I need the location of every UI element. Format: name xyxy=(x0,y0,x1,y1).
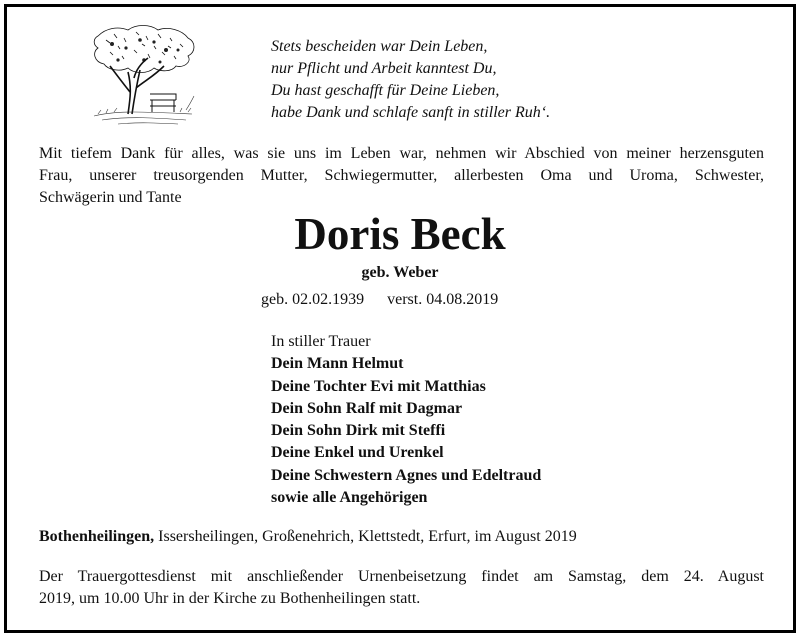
mourner-entry: sowie alle Angehörigen xyxy=(271,489,428,507)
mourner-entry: Dein Mann Helmut xyxy=(271,355,404,373)
funeral-service-info xyxy=(39,566,764,610)
intro-line: Mit tiefem Dank für alles, was sie uns im Leben war, nehmen wir Abschied von meiner herzensguten xyxy=(39,145,764,162)
service-line: Der Trauergottesdienst mit anschließender Urnenbeisetzung findet am Samstag, dem 24. August xyxy=(39,568,764,585)
place-and-date xyxy=(39,526,577,548)
farewell-text xyxy=(39,143,764,209)
mourner-entry: Deine Schwestern Agnes und Edeltraud xyxy=(271,466,542,484)
service-line: 2019, um 10.00 Uhr in der Kirche zu Bothenheilingen statt. xyxy=(39,590,421,607)
deceased-name: Doris Beck xyxy=(294,209,506,259)
verse-line: habe Dank und schlafe sanft in stiller Ruh‘. xyxy=(271,104,551,121)
maiden-name: geb. Weber xyxy=(361,264,439,281)
verse-line: Stets bescheiden war Dein Leben, xyxy=(271,38,488,55)
memorial-verse xyxy=(271,36,550,124)
verse-line: nur Pflicht und Arbeit kanntest Du, xyxy=(271,60,497,77)
place-main: Bothenheilingen, xyxy=(39,528,155,545)
life-dates xyxy=(261,289,498,311)
intro-line: Schwägerin und Tante xyxy=(39,189,182,206)
mourners-heading: In stiller Trauer xyxy=(271,333,371,350)
death-date: verst. 04.08.2019 xyxy=(387,291,499,308)
mourner-entry: Dein Sohn Ralf mit Dagmar xyxy=(271,399,463,417)
mourner-entry: Dein Sohn Dirk mit Steffi xyxy=(271,422,446,440)
verse-line: Du hast geschafft für Deine Lieben, xyxy=(271,82,500,99)
intro-line: Frau, unserer treusorgenden Mutter, Schwiegermutter, allerbesten Oma und Uroma, Schwester, xyxy=(39,167,764,184)
birth-date: geb. 02.02.1939 xyxy=(261,291,365,308)
mourners-block xyxy=(271,331,541,509)
tree-bench-illustration xyxy=(88,22,200,130)
mourner-entry: Deine Tochter Evi mit Matthias xyxy=(271,377,486,395)
place-rest: Issersheilingen, Großenehrich, Klettstedt, Erfurt, im August 2019 xyxy=(154,528,577,545)
mourner-entry: Deine Enkel und Urenkel xyxy=(271,444,444,462)
